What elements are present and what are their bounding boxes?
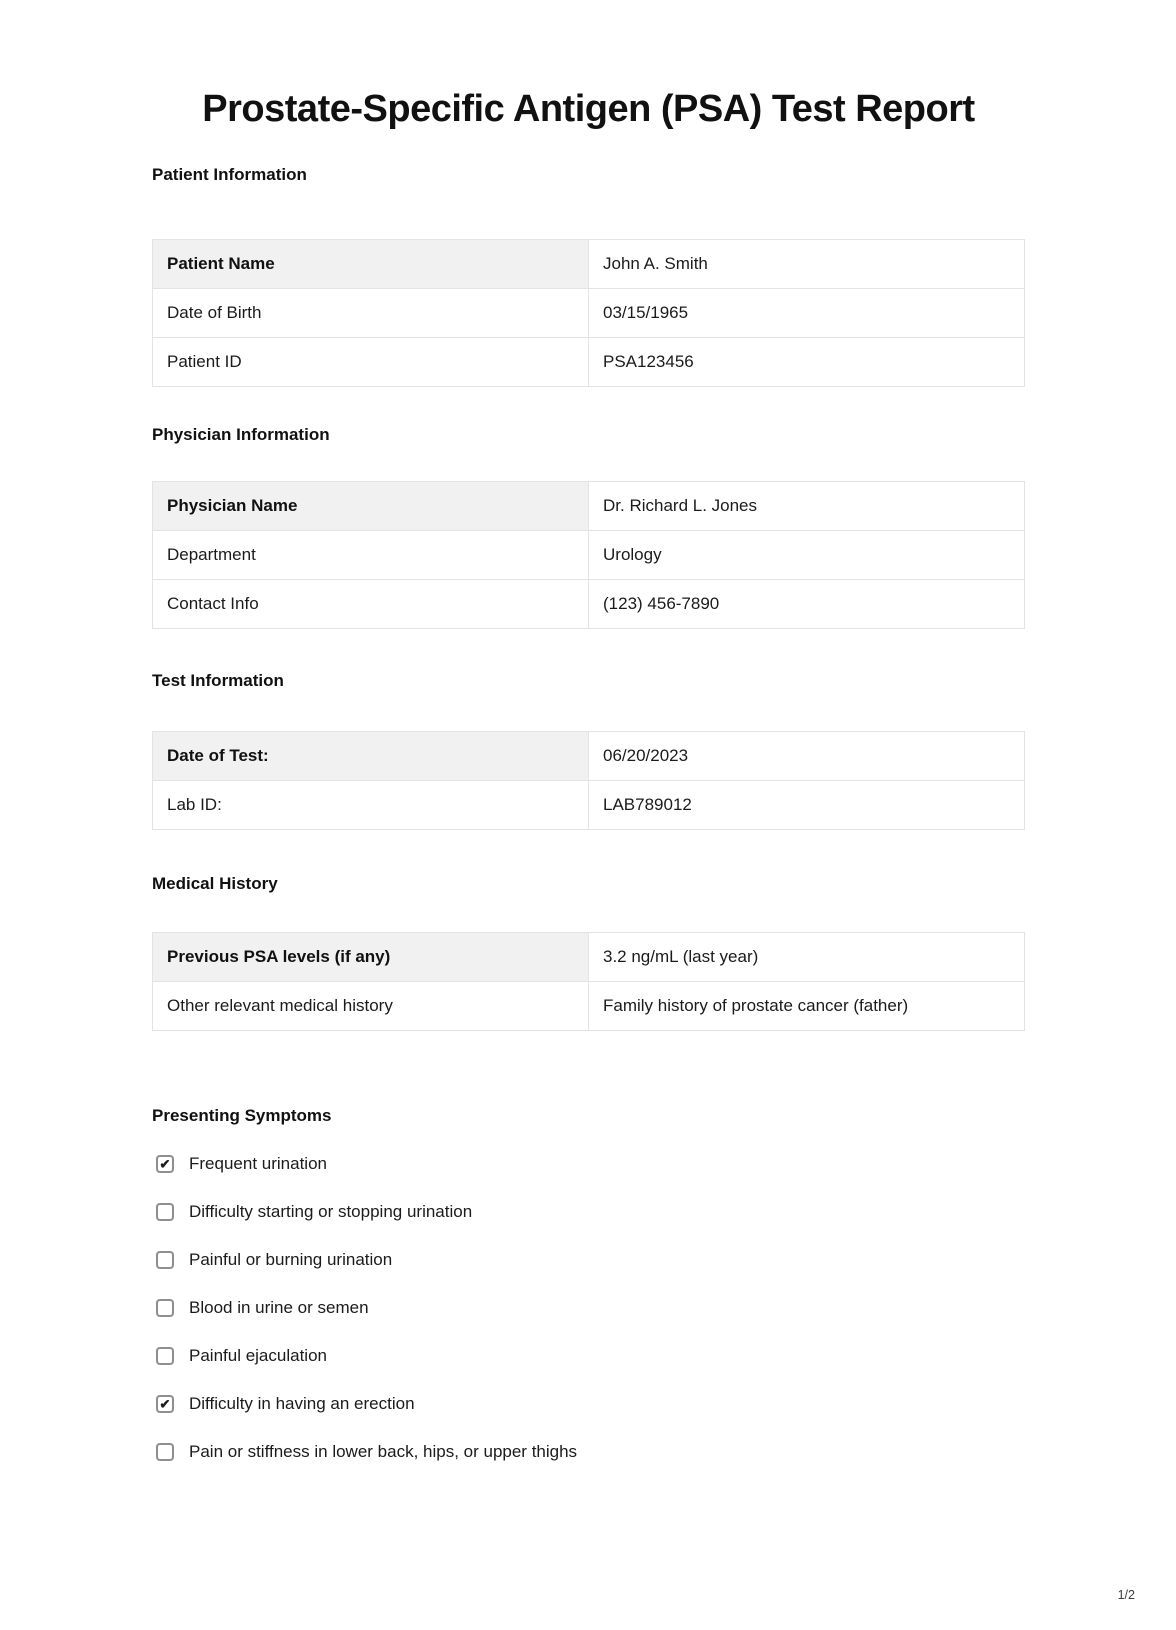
row-label: Patient Name (153, 240, 589, 289)
symptom-item-blood-in-urine-or-semen (152, 1284, 1025, 1332)
checkbox-icon[interactable] (156, 1251, 174, 1269)
symptom-label: Painful ejaculation (189, 1346, 327, 1365)
row-value: (123) 456-7890 (589, 580, 1025, 629)
table-row (153, 982, 1025, 1031)
table-row (153, 732, 1025, 781)
symptom-label: Pain or stiffness in lower back, hips, or upper thighs (189, 1442, 578, 1461)
section-heading-presenting-symptoms: Presenting Symptoms (152, 1106, 332, 1125)
row-value: 3.2 ng/mL (last year) (589, 933, 1025, 982)
table-row (153, 338, 1025, 387)
row-value: 03/15/1965 (589, 289, 1025, 338)
symptom-label: Difficulty in having an erection (189, 1394, 415, 1413)
document-content (152, 0, 1025, 1476)
symptom-label: Frequent urination (189, 1154, 327, 1173)
checkbox-icon[interactable] (156, 1443, 174, 1461)
symptom-item-painful-burning-urination (152, 1236, 1025, 1284)
row-value: PSA123456 (589, 338, 1025, 387)
row-value: Dr. Richard L. Jones (589, 482, 1025, 531)
table-row (153, 933, 1025, 982)
symptom-item-difficulty-erection (152, 1380, 1025, 1428)
row-label: Department (153, 531, 589, 580)
row-label: Previous PSA levels (if any) (153, 933, 589, 982)
symptom-item-difficulty-starting-stopping (152, 1188, 1025, 1236)
symptom-label: Painful or burning urination (189, 1250, 393, 1269)
table-row (153, 482, 1025, 531)
row-label: Lab ID: (153, 781, 589, 830)
row-label: Date of Test: (153, 732, 589, 781)
checkmark-icon: ✔ (159, 1396, 171, 1411)
row-value: Urology (589, 531, 1025, 580)
checkbox-icon[interactable] (156, 1203, 174, 1221)
table-row (153, 580, 1025, 629)
symptom-item-frequent-urination (152, 1140, 1025, 1188)
symptom-label: Difficulty starting or stopping urination (189, 1202, 473, 1221)
symptom-label: Blood in urine or semen (189, 1298, 369, 1317)
symptom-item-painful-ejaculation (152, 1332, 1025, 1380)
checkbox-icon[interactable] (156, 1347, 174, 1365)
symptoms-checklist (152, 1140, 1025, 1476)
table-row (153, 240, 1025, 289)
row-label: Other relevant medical history (153, 982, 589, 1031)
checkbox-icon[interactable] (156, 1155, 174, 1173)
table-row (153, 289, 1025, 338)
medical-history-table (152, 932, 1025, 1031)
row-value: John A. Smith (589, 240, 1025, 289)
section-heading-medical-history: Medical History (152, 874, 278, 893)
row-value: LAB789012 (589, 781, 1025, 830)
row-label: Physician Name (153, 482, 589, 531)
symptom-item-pain-stiffness-lower-back (152, 1428, 1025, 1476)
row-value: Family history of prostate cancer (father) (589, 982, 1025, 1031)
table-row (153, 781, 1025, 830)
patient-information-table (152, 239, 1025, 387)
row-label: Patient ID (153, 338, 589, 387)
checkbox-icon[interactable] (156, 1395, 174, 1413)
page-title: Prostate-Specific Antigen (PSA) Test Report (202, 88, 975, 130)
row-label: Date of Birth (153, 289, 589, 338)
section-heading-patient-information: Patient Information (152, 165, 307, 184)
checkbox-icon[interactable] (156, 1299, 174, 1317)
row-value: 06/20/2023 (589, 732, 1025, 781)
table-row (153, 531, 1025, 580)
page-number: 1/2 (1117, 1588, 1135, 1602)
row-label: Contact Info (153, 580, 589, 629)
test-information-table (152, 731, 1025, 830)
physician-information-table (152, 481, 1025, 629)
checkmark-icon: ✔ (159, 1156, 171, 1171)
section-heading-physician-information: Physician Information (152, 425, 330, 444)
section-heading-test-information: Test Information (152, 671, 284, 690)
